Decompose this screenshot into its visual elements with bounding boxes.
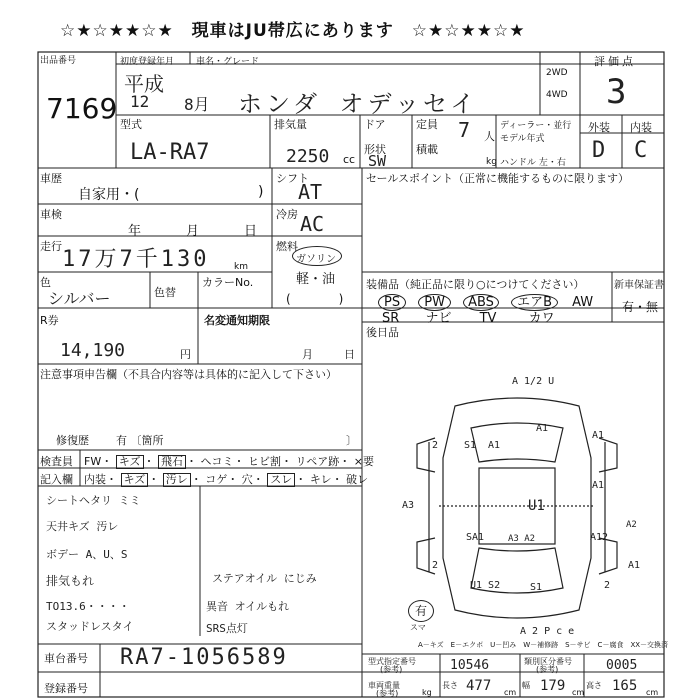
- windshield: [471, 423, 563, 462]
- stamp-yes: 有: [408, 600, 434, 622]
- damage-label: A1: [592, 480, 605, 491]
- equip-sr[interactable]: SR: [382, 311, 400, 326]
- damage-label: A2: [626, 520, 637, 530]
- right-rear-panel: [599, 538, 617, 574]
- remark-line: シートヘタリ ミミ: [46, 494, 141, 507]
- displacement-value: 2250: [286, 146, 330, 167]
- inspection-day: 日: [244, 224, 258, 239]
- mileage-unit: km: [234, 262, 248, 272]
- damage-label: 2: [604, 580, 611, 591]
- registration-era: 平成: [124, 72, 164, 96]
- interior-label: 内装: [630, 121, 652, 134]
- name-change-label: 名変通知期限: [204, 314, 270, 327]
- inspector-tag: スレ: [267, 473, 295, 487]
- notes-label: 注意事項申告欄（不具合内容等は具体的に記入して下さい）: [40, 368, 337, 381]
- color-label: 色: [40, 276, 51, 289]
- fuel-diesel: 軽・油: [296, 272, 336, 287]
- registration-label: 初度登録年月: [120, 57, 175, 67]
- load-label: 積載: [416, 143, 438, 156]
- remark-line: 天井キズ 汚レ: [46, 520, 119, 533]
- shape-label: 形状: [364, 143, 386, 156]
- damage-label: A3 A2: [508, 534, 536, 544]
- remark-line: ボデー A、U、S: [46, 548, 128, 561]
- damage-label: A1: [590, 532, 603, 543]
- guarantee-value: 有・無: [622, 300, 659, 314]
- height-label: 高さ: [586, 681, 602, 690]
- damage-label: A1: [592, 430, 605, 441]
- rating-value: 3: [606, 72, 627, 112]
- load-unit: kg: [486, 157, 497, 167]
- weight-label: 車両重量: [368, 681, 400, 690]
- recycle-label: R券: [40, 314, 59, 327]
- rear-seat-label: 後日品: [366, 326, 399, 339]
- inspector-row-2: 内装・ キズ ・ 汚レ ・ コゲ・ 穴・ スレ ・ キレ・ 破レ: [84, 473, 369, 486]
- length-value: 477: [466, 678, 492, 694]
- damage-legend: A－キズ E－エクボ U－凹み W－補修跡 S－サビ C－腐食 XX－交換済: [418, 641, 669, 649]
- inspector-tag: ヘコミ: [200, 455, 234, 468]
- height-unit: cm: [646, 688, 659, 697]
- registration-month: 8月: [184, 95, 210, 114]
- handle-label: ハンドル 左・右: [500, 158, 566, 168]
- repair-close: 〕: [346, 434, 357, 447]
- registration-year: 12: [130, 92, 150, 111]
- chassis-label: 車台番号: [44, 652, 88, 665]
- type-value: LA-RA7: [130, 140, 210, 165]
- name-change-month: 月: [302, 348, 313, 361]
- equip-leather[interactable]: カワ: [528, 311, 555, 326]
- inspection-year: 年: [128, 224, 142, 239]
- width-value: 179: [540, 678, 566, 694]
- remark-line: 排気もれ: [46, 574, 95, 588]
- equip-ps[interactable]: PS: [378, 294, 406, 311]
- displacement-label: 排気量: [274, 118, 307, 131]
- damage-label: 2: [602, 532, 609, 543]
- repaint-label: 色替: [154, 286, 176, 299]
- capacity-value: 7: [458, 118, 471, 142]
- type-num-label: 型式指定番号: [368, 657, 416, 666]
- diagram-front-note: A 1/2 U: [512, 376, 555, 387]
- inspector-tag: 飛石: [158, 455, 186, 469]
- damage-label: S1: [530, 582, 543, 593]
- class-num-ref: (参考): [536, 665, 559, 674]
- inspector-row-1: FW・ キズ ・ 飛石 ・ ヘコミ・ ヒビ割・ リペア跡・ ×要: [84, 455, 374, 468]
- shift-value: AT: [298, 180, 323, 204]
- damage-label: A3: [402, 500, 415, 511]
- sales-point-label: セールスポイント（正常に機能するものに限ります）: [366, 172, 630, 185]
- damage-label: U1 S2: [470, 580, 501, 591]
- type-label: 型式: [120, 118, 142, 131]
- damage-label: U1: [528, 498, 545, 514]
- remark-right-line: ステアオイル にじみ: [212, 572, 317, 585]
- equip-tv[interactable]: TV: [479, 311, 497, 326]
- history-label: 車歴: [40, 172, 62, 185]
- interior-grade: C: [634, 138, 648, 163]
- ac-label: 冷房: [276, 208, 298, 221]
- mileage-value: 17万7千130: [62, 247, 210, 272]
- stamp-note: スマ: [410, 623, 426, 632]
- damage-label: S1: [464, 440, 477, 451]
- inspector-tag: キズ: [121, 473, 149, 487]
- inspector-tag: コゲ: [205, 473, 228, 486]
- equip-airbag[interactable]: エアB: [511, 294, 558, 311]
- inspector-tag: キレ: [309, 473, 332, 486]
- inspector-tag: FW: [84, 455, 102, 468]
- banner: ☆★☆★★☆★ 現車はJU帯広にあります ☆★☆★★☆★: [60, 21, 526, 41]
- fuel-paren: ( ): [286, 292, 344, 306]
- class-num-value: 0005: [606, 658, 638, 673]
- model-year-label: モデル年式: [500, 134, 545, 144]
- model-label: 車名・グレード: [196, 57, 260, 67]
- inspector-tag: リペア跡: [295, 455, 340, 468]
- dealer-label: ディーラー・並行: [500, 121, 572, 131]
- class-num-label: 類別区分番号: [524, 657, 572, 666]
- remark-right-line: 異音 オイルもれ: [206, 600, 290, 613]
- repair-value: 有 〔箇所: [116, 434, 164, 447]
- inspector-tag: キズ: [116, 455, 144, 469]
- equip-abs[interactable]: ABS: [463, 294, 499, 311]
- rating-label: 評価点: [594, 55, 636, 68]
- drive-2wd[interactable]: 2WD: [546, 68, 568, 78]
- type-num-value: 10546: [450, 658, 490, 673]
- drive-4wd[interactable]: 4WD: [546, 90, 568, 100]
- damage-label: A1: [628, 560, 641, 571]
- guarantee-label: 新車保証書: [614, 280, 664, 291]
- inspector-tag: ヒビ割: [248, 455, 281, 468]
- damage-label: SA1: [466, 532, 485, 543]
- equip-row-2: [382, 307, 555, 326]
- inspection-label: 車検: [40, 208, 62, 221]
- inspector-tag: 穴: [241, 473, 253, 486]
- displacement-unit: cc: [343, 153, 356, 166]
- car-diagram: [395, 388, 640, 628]
- exterior-grade: D: [592, 138, 606, 163]
- ac-value: AC: [300, 212, 325, 236]
- doors-label: ドア: [364, 118, 386, 131]
- capacity-unit: 人: [484, 130, 495, 143]
- width-label: 幅: [522, 681, 530, 690]
- recycle-yen: 円: [180, 348, 191, 361]
- weight-unit: kg: [422, 688, 432, 697]
- mileage-label: 走行: [40, 240, 62, 253]
- inspector-tag: 内装: [84, 473, 106, 486]
- diagram-rear-note: A 2 P c e: [520, 626, 575, 637]
- damage-label: A1: [488, 440, 501, 451]
- equip-pw[interactable]: PW: [418, 294, 451, 311]
- chassis-value: RA7-1056589: [120, 645, 288, 670]
- inspector-tag: 破レ: [346, 473, 369, 486]
- car-body-outline: [443, 398, 591, 618]
- inspector-label-1: 検査員: [40, 455, 73, 468]
- inspection-month: 月: [186, 224, 200, 239]
- recycle-amount: 14,190: [60, 340, 126, 361]
- remark-line: スタッドレスタイ: [46, 620, 134, 633]
- color-value: シルバー: [48, 289, 111, 308]
- length-label: 長さ: [442, 681, 458, 690]
- name-change-day: 日: [344, 348, 355, 361]
- lot-label: 出品番号: [40, 56, 77, 66]
- capacity-label: 定員: [416, 118, 438, 131]
- fuel-label: 燃料: [276, 240, 298, 253]
- repair-label: 修復歴: [56, 434, 89, 447]
- equipment-label: 装備品（純正品に限り○につけてください）: [366, 278, 585, 291]
- right-mirror-front: [599, 438, 617, 472]
- inspector-tag: ×要: [353, 455, 374, 468]
- remark-line: TO13.6・・・・: [46, 600, 130, 613]
- plate-label: 登録番号: [44, 682, 88, 695]
- history-value: 自家用・(: [78, 187, 140, 203]
- shift-label: シフト: [276, 172, 309, 185]
- shape-value: SW: [368, 152, 387, 170]
- length-unit: cm: [504, 688, 517, 697]
- color-code-label: カラーNo.: [202, 276, 254, 289]
- height-value: 165: [612, 678, 638, 694]
- model-value: ホンダ オデッセイ: [238, 90, 479, 118]
- lot-number: 7169: [46, 92, 118, 125]
- fuel-gasoline: ガソリン: [296, 254, 336, 265]
- damage-label: 2: [432, 560, 439, 571]
- fuel-circle: [292, 246, 342, 266]
- type-num-ref: (参考): [380, 665, 403, 674]
- equip-navi[interactable]: ナビ: [425, 311, 452, 326]
- history-close: ): [258, 184, 264, 200]
- weight-ref: (参考): [376, 689, 399, 698]
- inspector-label-2: 記入欄: [40, 473, 73, 486]
- inspector-tag: 汚レ: [163, 473, 191, 487]
- remark-right-line: SRS点灯: [206, 622, 248, 635]
- width-unit: cm: [572, 688, 585, 697]
- exterior-label: 外装: [588, 121, 610, 134]
- damage-label: A1: [536, 423, 549, 434]
- damage-label: 2: [432, 440, 439, 451]
- equip-aw[interactable]: AW: [572, 295, 594, 310]
